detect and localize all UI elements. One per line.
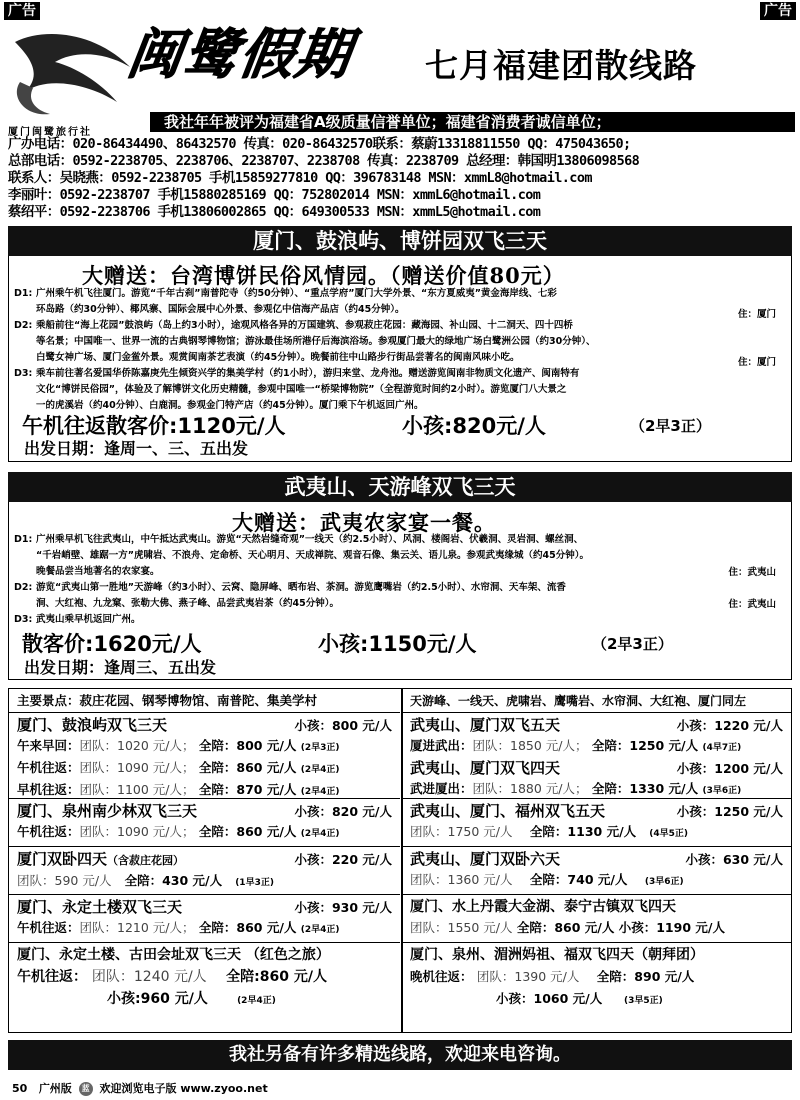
tour2-day1-stay: 住：武夷山	[728, 567, 776, 578]
ad-tag-left: 广告	[4, 2, 40, 20]
tour1-meals: （2早3正）	[630, 417, 711, 435]
tour2-depart: 出发日期：逢周三、五出发	[24, 658, 217, 677]
tour2-day2: D2: 游览“武夷山第一胜地”天游峰（约3小时）、云窝、隐屏峰、晒布岩、茶洞。游览鹰嘴岩（约2.5小时）、水帘洞、天车架、流香 涧、大红袍、九龙窠、张勒大佛、燕子峰、品尝武夷岩茶（约45分钟）。	[14, 582, 566, 609]
right-header: 天游峰、一线天、虎啸岩、鹰嘴岩、水帘洞、大红袍、厦门同左	[402, 689, 791, 713]
route-card: 厦门、永定土楼、古田会址双飞三天 （红色之旅） 午机往返： 团队：1240 元/人 全陪:860 元/人 小孩:960 元/人 (2早4正)	[17, 947, 330, 1007]
tour1-day1-stay: 住：厦门	[737, 309, 776, 320]
tour1-price: 午机往返散客价:1120元/人	[22, 414, 286, 438]
brand-title: 闽鹭假期	[123, 22, 357, 86]
tour2-meals: （2早3正）	[592, 635, 673, 653]
route-card: 厦门、泉州、湄洲妈祖、福双飞四天（朝拜团） 晚机往返： 团队：1390 元/人 全陪：890 元/人 小孩：1060 元/人 (3早5正)	[410, 947, 704, 1006]
contact-line: 广办电话：020-86434490、86432570 传真：020-86432570联系：蔡蔚13318811550 QQ：475043650;	[8, 136, 631, 152]
ad-tag-right: 广告	[760, 2, 796, 20]
tour1-title-band: 厦门、鼓浪屿、博饼园双飞三天	[8, 226, 792, 256]
route-card: 厦门、永定土楼双飞三天 小孩：930 元/人 午机往返：团队：1210 元/人； 全陪：860 元/人 (2早4正)	[9, 895, 400, 943]
footer-link-text[interactable]: 欢迎浏览电子版 www.zyoo.net	[99, 1082, 268, 1095]
route-card: 武夷山、厦门双卧六天 小孩：630 元/人 团队：1360 元/人 全陪：740 元/人 (3早6正)	[402, 847, 791, 895]
company-name: 厦门闽鹭旅行社	[8, 127, 92, 138]
grid-right-column	[402, 689, 791, 1032]
edition-label: 广州版	[38, 1082, 72, 1095]
contact-line: 总部电话：0592-2238705、2238706、2238707、2238708 传真：2238709 总经理：韩国明13806098568	[8, 153, 640, 169]
tour1-depart: 出发日期：逢周一、三、五出发	[24, 439, 249, 458]
tour2-title-band: 武夷山、天游峰双飞三天	[8, 472, 792, 502]
tour1-day2-stay: 住：厦门	[737, 357, 776, 368]
tour2-child-price: 小孩:1150元/人	[318, 632, 477, 656]
tour2-price: 散客价:1620元/人	[22, 632, 202, 656]
route-card: 武夷山、厦门、福州双飞五天 小孩：1250 元/人 团队：1750 元/人 全陪：1130 元/人 (4早5正)	[402, 799, 791, 847]
tour1-day2: D2: 乘船前往“海上花园”鼓浪屿（岛上约3小时），途观风格各异的万国建筑、参观菽庄花园：藏海园、补山园、十二洞天、四十四桥 等名景；中国唯一、世界一流的古典钢琴博物馆；游泳最佳场所港仔后海滨浴场。参观厦门最大的绿地广场白鹭洲公园（约30分钟）、 白鹭女神广场、厦门金鲎外景。观赏闽南茶艺表演（约45分钟）。晚餐前往中山路步行街品尝著名的闽南风味小吃。	[14, 320, 596, 363]
contact-line: 联系人：吴晓燕：0592-2238705 手机15859277810 QQ：396783148 MSN：xmmL8@hotmail.com	[8, 170, 592, 186]
route-card: 厦门、泉州南少林双飞三天 小孩：820 元/人 午机往返：团队：1090 元/人； 全陪：860 元/人 (2早4正)	[9, 799, 400, 847]
route-card: 厦门双卧四天（含菽庄花园） 小孩：220 元/人 团队：590 元/人 全陪：430 元/人 (1早3正)	[9, 847, 400, 895]
page-subtitle: 七月福建团散线路	[425, 46, 697, 85]
route-card: 武夷山、厦门双飞五天 小孩：1220 元/人 厦进武出：团队：1850 元/人； 全陪：1250 元/人 (4早7正) 武夷山、厦门双飞四天 小孩：1200 元/人 武进厦出：团队：1880 元/人； 全陪：1330 元/人 (3早6正)	[402, 713, 791, 799]
page-footer	[12, 1080, 268, 1096]
tour1-day3: D3: 乘车前往著名爱国华侨陈嘉庚先生倾资兴学的集美学村（约1小时），游归来堂、龙舟池。赠送游览闽南非物质文化遗产、闽南特有 文化“博饼民俗园”，体验及了解博饼文化历史精髓，参观中国唯一“桥梁博物院”（全程游览时间约2小时）。游览厦门八大景之 一的虎溪岩（约40分钟）、白鹿洞。参观金门特产店（约45分钟）。厦门乘下午机返回广州。	[14, 368, 580, 411]
route-price-grid	[8, 688, 792, 1033]
tour2-day1: D1: 广州乘早机飞往武夷山，中午抵达武夷山。游览“天然岩缝奇观”一线天（约2.5小时）、风洞、楼阁岩、伏羲洞、灵岩洞、螺丝洞、 “千岩峭壁、雄踞一方”虎啸岩、不浪舟、定命桥、天心明月、天成禅院、观音石像、集云关、语儿泉。参观武夷缘城（约45分钟）。 晚餐品尝当地著名的农家宴。	[14, 534, 589, 577]
slogan-banner: 我社年年被评为福建省A级质量信誉单位；福建省消费者诚信单位；	[150, 112, 795, 132]
bottom-banner: 我社另备有许多精选线路，欢迎来电咨询。	[8, 1040, 792, 1070]
tour1-gift: 大赠送：台湾博饼民俗风情园。（赠送价值80元）	[82, 263, 565, 288]
grid-left-column	[9, 689, 400, 1032]
left-header: 主要景点：菽庄花园、钢琴博物馆、南普陀、集美学村	[9, 689, 400, 713]
tour2-day3: D3: 武夷山乘早机返回广州。	[14, 614, 141, 625]
contact-line: 李丽叶：0592-2238707 手机15880285169 QQ：752802014 MSN：xmmL6@hotmail.com	[8, 187, 541, 203]
edition-mark-icon: 蓝	[79, 1082, 93, 1096]
tour2-day2-stay: 住：武夷山	[728, 599, 776, 610]
page-number: 50	[12, 1082, 28, 1095]
tour1-child-price: 小孩:820元/人	[402, 414, 546, 438]
tour1-day1: D1: 广州乘午机飞往厦门。游览“千年古刹”南普陀寺（约50分钟）、“重点学府”厦门大学外景、“东方夏威夷”黄金海岸线、七彩 环岛路（约30分钟）、椰风寨、国际会展中心外景、参观亿中信海产品店（约45分钟）。	[14, 288, 557, 315]
tour2-gift: 大赠送：武夷农家宴一餐。	[232, 510, 496, 535]
route-card: 厦门、鼓浪屿双飞三天 小孩：800 元/人 午来早回：团队：1020 元/人； 全陪：800 元/人 (2早3正) 午机往返：团队：1090 元/人； 全陪：860 元/人 (2早4正) 早机往返：团队：1100 元/人； 全陪：870 元/人 (2早4正)	[9, 713, 400, 799]
contact-line: 蔡绍平：0592-2238706 手机13806002865 QQ：649300533 MSN：xmmL5@hotmail.com	[8, 204, 541, 220]
route-card: 厦门、水上丹霞大金湖、泰宁古镇双飞四天 团队：1550 元/人 全陪：860 元/人 小孩：1190 元/人	[402, 895, 791, 943]
